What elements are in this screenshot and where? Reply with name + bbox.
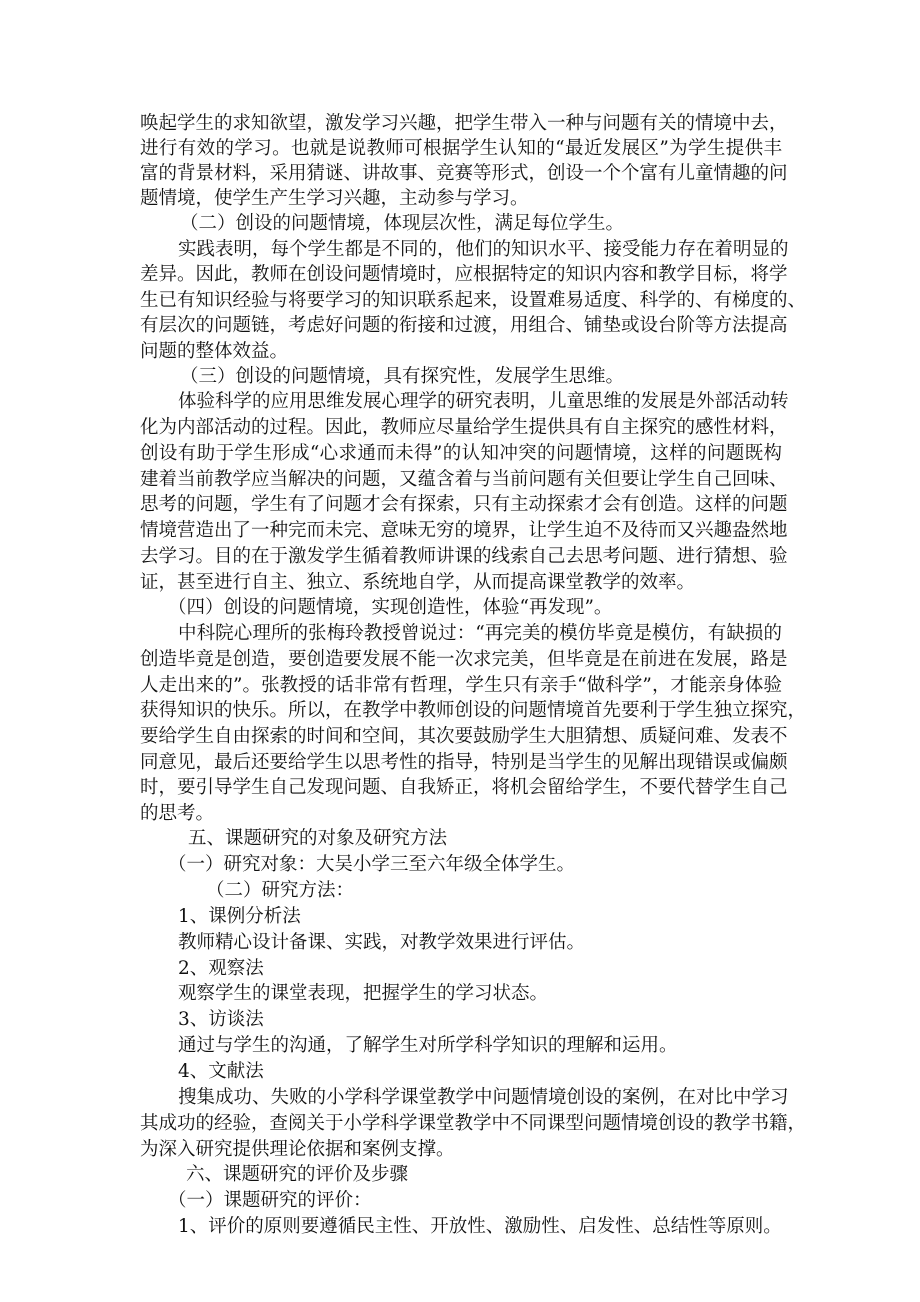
method-description: 通过与学生的沟通，了解学生对所学科学知识的理解和运用。: [178, 1035, 678, 1056]
method-heading: 4、文献法: [178, 1061, 264, 1082]
paragraph-line: 思考的问题，学生有了问题才会有探索，只有主动探索才会有创造。这样的问题: [140, 494, 788, 515]
paragraph-line: 要给学生自由探索的时间和空间，其次要鼓励学生大胆猜想、质疑问难、发表不: [140, 726, 788, 747]
paragraph-line: 富的背景材料，采用猜谜、讲故事、竞赛等形式，创设一个个富有儿童情趣的问: [140, 163, 788, 184]
paragraph-line: 人走出来的”。张教授的话非常有哲理，学生只有亲手“做科学”，才能亲身体验: [140, 675, 782, 696]
section-heading: （一）课题研究的评价：: [168, 1190, 372, 1211]
paragraph-line: 中科院心理所的张梅玲教授曾说过：“再完美的模仿毕竟是模仿，有缺损的: [178, 623, 782, 644]
paragraph-line: 获得知识的快乐。所以，在教学中教师创设的问题情境首先要利于学生独立探究，: [140, 700, 807, 721]
paragraph-line: 生已有知识经验与将要学习的知识联系起来，设置难易适度、科学的、有梯度的、: [140, 290, 807, 311]
paragraph-line: 差异。因此，教师在创设问题情境时，应根据特定的知识内容和教学目标，将学: [140, 264, 788, 285]
paragraph-line: 搜集成功、失败的小学科学课堂教学中问题情境创设的案例，在对比中学习: [178, 1087, 789, 1108]
method-heading: 1、课例分析法: [178, 906, 301, 927]
paragraph-line: 1、评价的原则要遵循民主性、开放性、激励性、启发性、总结性等原则。: [178, 1216, 782, 1237]
paragraph-line: 去学习。目的在于激发学生循着教师讲课的线索自己去思考问题、进行猜想、验: [140, 546, 788, 567]
section-heading: （二）研究方法：: [206, 880, 355, 901]
chapter-heading: 五、课题研究的对象及研究方法: [188, 828, 448, 849]
chapter-heading: 六、课题研究的评价及步骤: [186, 1164, 409, 1185]
section-heading: （四）创设的问题情境，实现创造性，体验“再发现”。: [168, 597, 613, 618]
section-heading: （三）创设的问题情境，具有探究性，发展学生思维。: [180, 366, 625, 387]
method-description: 观察学生的课堂表现，把握学生的学习状态。: [178, 983, 549, 1004]
method-heading: 2、观察法: [178, 958, 264, 979]
paragraph-line: 建着当前教学应当解决的问题，又蕴含着与当前问题有关但要让学生自己回味、: [140, 469, 788, 490]
paragraph-line: 的思考。: [140, 803, 215, 824]
paragraph-line: 时，要引导学生自己发现问题、自我矫正，将机会留给学生，不要代替学生自己: [140, 777, 788, 798]
paragraph-line: 情境营造出了一种完而未完、意味无穷的境界，让学生迫不及待而又兴趣盎然地: [140, 520, 788, 541]
paragraph-line: 为深入研究提供理论依据和案例支撑。: [140, 1139, 455, 1160]
method-heading: 3、访谈法: [178, 1009, 264, 1030]
paragraph-line: 其成功的经验，查阅关于小学科学课堂教学中不同课型问题情境创设的教学书籍，: [140, 1113, 807, 1134]
section-heading: （二）创设的问题情境，体现层次性，满足每位学生。: [180, 213, 625, 234]
section-heading: （一）研究对象：大吴小学三至六年级全体学生。: [168, 854, 576, 875]
paragraph-line: 化为内部活动的过程。因此，教师应尽量给学生提供具有自主探究的感性材料，: [140, 417, 788, 438]
paragraph-line: 题情境，使学生产生学习兴趣，主动参与学习。: [140, 188, 529, 209]
paragraph-line: 证，甚至进行自主、独立、系统地自学，从而提高课堂教学的效率。: [140, 572, 696, 593]
paragraph-line: 问题的整体效益。: [140, 341, 289, 362]
paragraph-line: 实践表明，每个学生都是不同的，他们的知识水平、接受能力存在着明显的: [178, 239, 789, 260]
paragraph-line: 同意见，最后还要给学生以思考性的指导，特别是当学生的见解出现错误或偏颇: [140, 752, 788, 773]
paragraph-line: 创造毕竟是创造，要创造要发展不能一次求完美，但毕竟是在前进在发展，路是: [140, 649, 788, 670]
paragraph-line: 创设有助于学生形成“心求通而未得”的认知冲突的问题情境，这样的问题既构: [140, 443, 782, 464]
paragraph-line: 体验科学的应用思维发展心理学的研究表明，儿童思维的发展是外部活动转: [178, 391, 789, 412]
paragraph-line: 进行有效的学习。也就是说教师可根据学生认知的“最近发展区”为学生提供丰: [140, 138, 782, 159]
paragraph-line: 唤起学生的求知欲望，激发学习兴趣，把学生带入一种与问题有关的情境中去，: [140, 113, 788, 134]
method-description: 教师精心设计备课、实践，对教学效果进行评估。: [178, 932, 586, 953]
paragraph-line: 有层次的问题链，考虑好问题的衔接和过渡，用组合、铺垫或设台阶等方法提高: [140, 315, 788, 336]
